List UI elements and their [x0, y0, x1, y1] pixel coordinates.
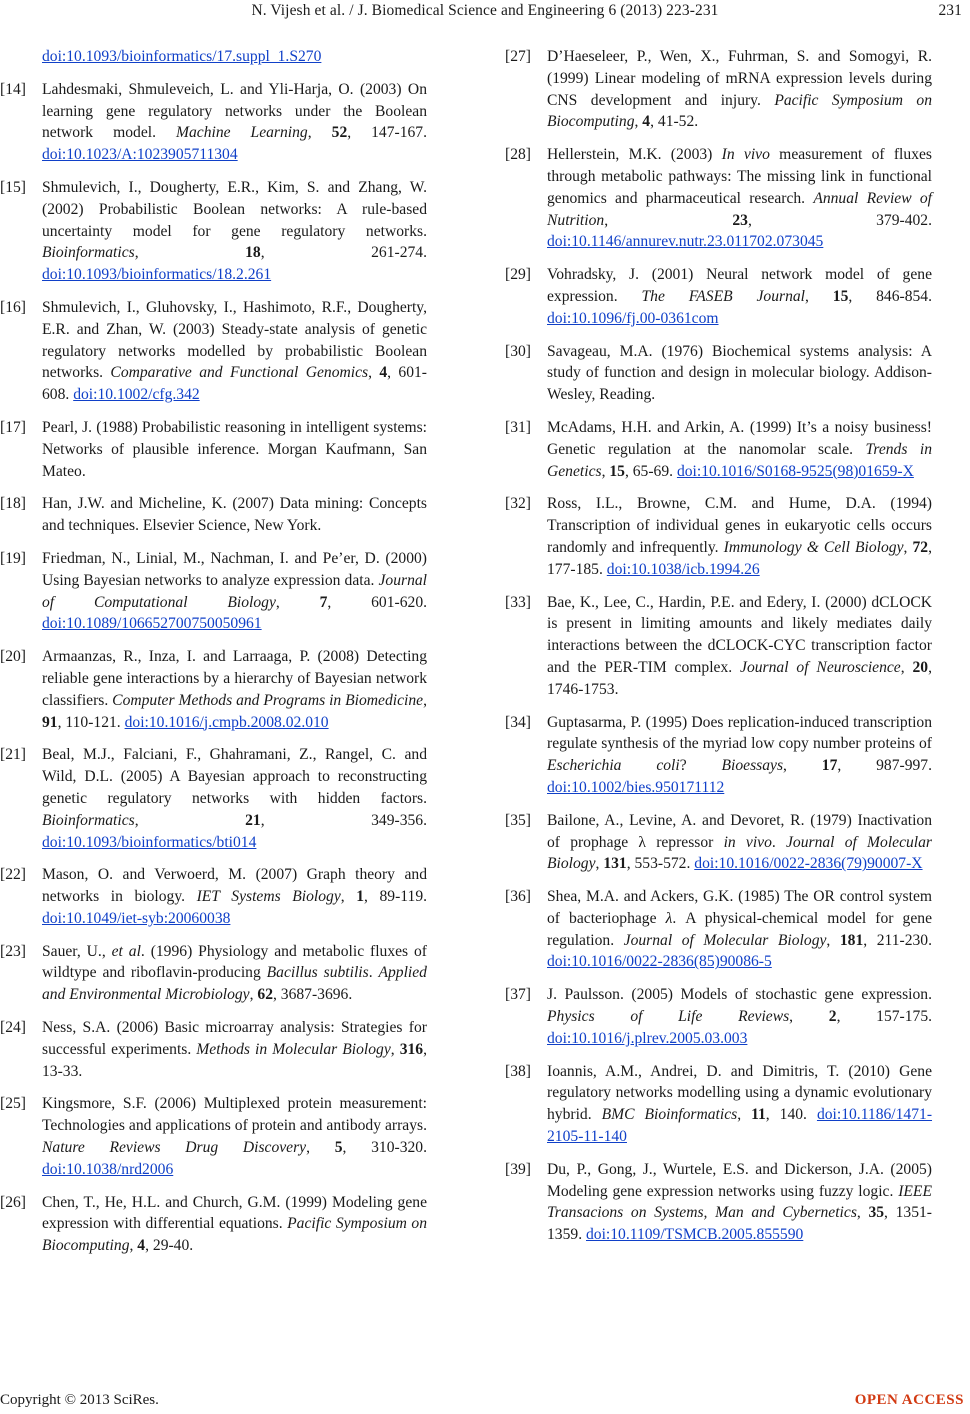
- reference-text: Friedman, N., Linial, M., Nachman, I. and Pe’er, D. (2000) Using Bayesian networks to analyze expression data. Journal of Computational Biology, 7, 601-620. doi:10.1089/106652700750050961: [42, 549, 428, 633]
- reference-text: McAdams, H.H. and Arkin, A. (1999) It’s a noisy business! Genetic regulation at the nanomolar scale. Trends in Genetics, 15, 65-69. doi:10.1016/S0168-9525(98)01659-X: [547, 418, 932, 480]
- journal-name: Methods in Molecular Biology: [196, 1040, 391, 1058]
- reference-item: [505, 46, 932, 133]
- reference-number: [33]: [505, 593, 531, 611]
- volume-number: 316: [399, 1040, 424, 1058]
- reference-number: [21]: [0, 746, 26, 764]
- reference-number: [32]: [505, 495, 531, 513]
- doi-link[interactable]: doi:10.1093/bioinformatics/18.2.261: [42, 266, 272, 284]
- reference-number: [24]: [0, 1019, 26, 1037]
- reference-number: [29]: [505, 266, 531, 284]
- volume-number: 4: [642, 113, 651, 131]
- reference-item: [0, 864, 427, 929]
- reference-item: [0, 1017, 427, 1082]
- doi-link[interactable]: doi:10.1096/fj.00-0361com: [547, 309, 719, 327]
- volume-number: 15: [609, 462, 625, 480]
- volume-number: 1: [356, 888, 365, 906]
- reference-text: Shea, M.A. and Ackers, G.K. (1985) The OR control system of bacteriophage λ. A physical-chemical model for gene regulation. Journal of Molecular Biology, 181, 211-230. doi:10.1016/0022-2836(85)90086-5: [547, 888, 933, 971]
- reference-item: [505, 264, 932, 329]
- volume-number: 15: [832, 287, 849, 305]
- doi-link[interactable]: doi:10.1038/nrd2006: [42, 1160, 174, 1178]
- reference-item: [0, 493, 427, 537]
- doi-link[interactable]: doi:10.1049/iet-syb:20060038: [42, 909, 231, 927]
- reference-number: [30]: [505, 342, 531, 360]
- reference-list-right: [505, 46, 932, 1246]
- reference-continuation: [0, 46, 427, 68]
- right-column: [505, 46, 932, 1257]
- reference-number: [37]: [505, 986, 531, 1004]
- reference-item: [505, 493, 932, 580]
- volume-number: 7: [319, 593, 328, 611]
- doi-link[interactable]: doi:10.1016/j.plrev.2005.03.003: [547, 1029, 748, 1047]
- doi-link[interactable]: doi:10.1023/A:1023905711304: [42, 146, 238, 164]
- reference-item: [0, 1093, 427, 1180]
- reference-item: [505, 341, 932, 406]
- reference-item: [505, 417, 932, 482]
- journal-name: Pacific Symposium on Biocomputing: [547, 91, 932, 131]
- journal-name: Trends in Genetics: [547, 440, 932, 480]
- journal-name: IET Systems Biology: [196, 888, 341, 906]
- reference-item: [0, 177, 427, 286]
- reference-number: [26]: [0, 1193, 26, 1211]
- journal-name: Immunology & Cell Biology: [723, 538, 904, 556]
- left-column: [0, 46, 427, 1268]
- reference-text: Du, P., Gong, J., Wurtele, E.S. and Dickerson, J.A. (2005) Modeling gene expression networks using fuzzy logic. IEEE Transacions on Systems, Man and Cybernetics, 35, 1351-1359. doi:10.1109/TSMCB.2005.855590: [547, 1160, 932, 1244]
- reference-item: [505, 984, 932, 1049]
- reference-italic: et al: [111, 942, 141, 960]
- reference-text: Kingsmore, S.F. (2006) Multiplexed protein measurement: Technologies and applications of protein and antibody arrays. Nature Reviews Drug Discovery, 5, 310-320. doi:10.1038/nrd2006: [42, 1095, 427, 1178]
- reference-number: [25]: [0, 1095, 26, 1113]
- reference-text: Vohradsky, J. (2001) Neural network model of gene expression. The FASEB Journal, 15, 846-854. doi:10.1096/fj.00-0361com: [547, 266, 932, 327]
- doi-link[interactable]: doi:10.1186/1471-2105-11-140: [547, 1106, 933, 1146]
- running-head-text: N. Vijesh et al. / J. Biomedical Science and Engineering 6 (2013) 223-231: [251, 2, 719, 19]
- reference-number: [28]: [505, 146, 531, 164]
- reference-list-left: [0, 79, 427, 1257]
- volume-number: 35: [868, 1204, 885, 1222]
- reference-item: [0, 79, 427, 166]
- volume-number: 72: [912, 538, 929, 556]
- reference-number: [27]: [505, 48, 531, 65]
- journal-name: Bioinformatics: [42, 811, 135, 829]
- reference-italic: In vivo: [721, 146, 770, 164]
- volume-number: 21: [245, 811, 261, 829]
- reference-text: Ross, I.L., Browne, C.M. and Hume, D.A. (1994) Transcription of individual genes in eukaryotic cells occurs randomly and infrequently. Immunology & Cell Biology, 72, 177-185. doi:10.1038/icb.1994.26: [547, 495, 932, 578]
- reference-text: J. Paulsson. (2005) Models of stochastic gene expression. Physics of Life Reviews, 2, 157-175. doi:10.1016/j.plrev.2005.03.003: [547, 986, 933, 1047]
- reference-number: [35]: [505, 811, 531, 829]
- journal-name: BMC Bioinformatics: [601, 1106, 738, 1124]
- volume-number: 18: [245, 244, 261, 262]
- reference-item: [505, 144, 932, 253]
- reference-item: [505, 1159, 932, 1246]
- journal-name: Journal of Neuroscience: [740, 658, 901, 676]
- reference-number: [15]: [0, 178, 26, 196]
- doi-link[interactable]: doi:10.1002/cfg.342: [73, 386, 200, 404]
- reference-number: [38]: [505, 1062, 531, 1080]
- reference-item: [505, 810, 932, 875]
- volume-number: 131: [603, 855, 627, 873]
- journal-name: Physics of Life Reviews: [547, 1008, 790, 1026]
- reference-number: [34]: [505, 713, 531, 731]
- journal-name: Journal of Molecular Biology: [547, 833, 932, 873]
- copyright-notice: Copyright © 2013 SciRes.: [0, 1392, 159, 1408]
- reference-item: [505, 592, 932, 701]
- reference-text: Beal, M.J., Falciani, F., Ghahramani, Z., Rangel, C. and Wild, D.L. (2005) A Bayesian approach to reconstructing genetic regulatory networks with hidden factors. Bioinformatics, 21, 349-356. doi:10.1093/bioinformatics/bti014: [42, 746, 428, 851]
- doi-link[interactable]: doi:10.1002/bies.950171112: [547, 778, 725, 796]
- doi-link[interactable]: doi:10.1093/bioinformatics/bti014: [42, 833, 257, 851]
- doi-link[interactable]: doi:10.1016/0022-2836(79)90007-X: [694, 855, 923, 873]
- journal-name: The FASEB Journal: [641, 287, 805, 305]
- reference-number: [20]: [0, 648, 26, 666]
- doi-link[interactable]: doi:10.1016/0022-2836(85)90086-5: [547, 953, 772, 971]
- reference-item: [0, 1192, 427, 1257]
- volume-number: 62: [257, 986, 273, 1004]
- journal-name: Nature Reviews Drug Discovery: [42, 1139, 307, 1157]
- reference-item: [505, 712, 932, 799]
- reference-number: [19]: [0, 549, 26, 567]
- journal-name: Journal of Molecular Biology: [623, 931, 827, 949]
- open-access-label: OPEN ACCESS: [854, 1392, 964, 1408]
- reference-text: Pearl, J. (1988) Probabilistic reasoning in intelligent systems: Networks of plausible inference. Morgan Kaufmann, San Mateo.: [42, 418, 427, 480]
- journal-name: Pacific Symposium on Biocomputing: [42, 1215, 427, 1255]
- journal-name: Applied and Environmental Microbiology: [42, 964, 427, 1004]
- journal-name: Comparative and Functional Genomics: [110, 364, 369, 382]
- reference-item: [0, 941, 427, 1006]
- doi-link[interactable]: doi:10.1089/106652700750050961: [42, 615, 262, 633]
- reference-text: D’Haeseleer, P., Wen, X., Fuhrman, S. and Somogyi, R. (1999) Linear modeling of mRNA expression levels during CNS development and injury. Pacific Symposium on Biocomputing, 4, 41-52.: [547, 48, 932, 131]
- volume-number: 17: [821, 757, 838, 775]
- volume-number: 52: [331, 124, 348, 142]
- running-header: [0, 2, 970, 20]
- doi-link[interactable]: doi:10.1109/TSMCB.2005.855590: [585, 1226, 804, 1244]
- reference-italic: in vivo: [723, 833, 772, 851]
- reference-text: Bailone, A., Levine, A. and Devoret, R. (1979) Inactivation of prophage λ repressor in vivo. Journal of Molecular Biology, 131, 553-572. doi:10.1016/0022-2836(79)90007-X: [547, 811, 932, 873]
- reference-text: Armaanzas, R., Inza, I. and Larraaga, P. (2008) Detecting reliable gene interactions by a hierarchy of Bayesian network classifiers. Computer Methods and Programs in Biomedicine, 91, 110-121. doi:10.1016/j.cmpb.2008.02.010: [42, 648, 427, 731]
- volume-number: 91: [42, 713, 58, 731]
- volume-number: 181: [839, 931, 864, 949]
- doi-link[interactable]: doi:10.1016/j.cmpb.2008.02.010: [124, 713, 329, 731]
- reference-number: [36]: [505, 888, 531, 906]
- species-name: Bacillus subtilis: [266, 964, 369, 982]
- reference-number: [14]: [0, 80, 26, 98]
- doi-link[interactable]: doi:10.1093/bioinformatics/17.suppl_1.S270: [42, 48, 322, 65]
- reference-text: Guptasarma, P. (1995) Does replication-induced transcription regulate synthesis of the myriad low copy number proteins of Escherichia coli? Bioessays, 17, 987-997. doi:10.1002/bies.950171112: [547, 713, 933, 796]
- reference-text: Sauer, U., et al. (1996) Physiology and metabolic fluxes of wildtype and riboflavin-producing Bacillus subtilis. Applied and Environmental Microbiology, 62, 3687-3696.: [42, 942, 427, 1004]
- volume-number: 23: [732, 211, 748, 229]
- volume-number: 5: [334, 1139, 343, 1157]
- reference-number: [39]: [505, 1160, 531, 1178]
- volume-number: 11: [751, 1106, 766, 1124]
- reference-number: [23]: [0, 942, 26, 960]
- reference-text: Lahdesmaki, Shmuleveich, L. and Yli-Harja, O. (2003) On learning gene regulatory networks under the Boolean network model. Machine Learning, 52, 147-167. doi:10.1023/A:1023905711304: [42, 80, 428, 164]
- reference-number: [18]: [0, 495, 26, 513]
- doi-link[interactable]: doi:10.1038/icb.1994.26: [606, 560, 760, 578]
- doi-link[interactable]: doi:10.1016/S0168-9525(98)01659-X: [676, 462, 914, 480]
- reference-text: Mason, O. and Verwoerd, M. (2007) Graph theory and networks in biology. IET Systems Biology, 1, 89-119. doi:10.1049/iet-syb:20060038: [42, 866, 428, 927]
- reference-item: [505, 886, 932, 973]
- reference-text: Savageau, M.A. (1976) Biochemical systems analysis: A study of function and design in molecular biology. Addison-Wesley, Reading.: [547, 342, 932, 404]
- journal-name: Journal of Computational Biology: [42, 571, 427, 611]
- volume-number: 4: [379, 364, 388, 382]
- reference-item: [0, 297, 427, 406]
- reference-text: Ness, S.A. (2006) Basic microarray analysis: Strategies for successful experiments. Methods in Molecular Biology, 316, 13-33.: [42, 1019, 427, 1080]
- journal-name: Computer Methods and Programs in Biomedicine: [112, 691, 424, 709]
- reference-item: [0, 744, 427, 853]
- reference-number: [22]: [0, 866, 26, 884]
- volume-number: 20: [912, 658, 929, 676]
- volume-number: 2: [828, 1008, 837, 1026]
- reference-italic: λ: [665, 909, 673, 927]
- reference-text: Hellerstein, M.K. (2003) In vivo measurement of fluxes through metabolic pathways: The missing link in functional genomics and pharmaceutical research. Annual Review of Nutrition, 23, 379-402. doi:10.1146/annurev.nutr.23.011702.073045: [547, 146, 933, 251]
- page-number: 231: [938, 2, 962, 19]
- reference-item: [0, 548, 427, 635]
- reference-item: [505, 1061, 932, 1148]
- reference-item: [0, 417, 427, 482]
- reference-text: Chen, T., He, H.L. and Church, G.M. (1999) Modeling gene expression with differential equations. Pacific Symposium on Biocomputing, 4, 29-40.: [42, 1193, 427, 1255]
- journal-name: Machine Learning: [175, 124, 308, 142]
- reference-number: [17]: [0, 418, 26, 436]
- reference-item: [0, 646, 427, 733]
- journal-name: Annual Review of Nutrition: [547, 189, 932, 229]
- journal-name: Bioessays: [721, 757, 784, 775]
- journal-name: Bioinformatics: [42, 244, 135, 262]
- journal-name: IEEE Transacions on Systems, Man and Cybernetics: [547, 1182, 932, 1222]
- reference-text: Shmulevich, I., Dougherty, E.R., Kim, S. and Zhang, W. (2002) Probabilistic Boolean networks: A rule-based uncertainty model for gene regulatory networks. Bioinformatics, 18, 261-274. doi:10.1093/bioinformatics/18.2.261: [42, 178, 428, 284]
- reference-italic: Escherichia coli: [547, 757, 680, 775]
- reference-text: Han, J.W. and Micheline, K. (2007) Data mining: Concepts and techniques. Elsevier Science, New York.: [42, 495, 427, 535]
- reference-text: Ioannis, A.M., Andrei, D. and Dimitris, T. (2010) Gene regulatory networks modelling using a dynamic evolutionary hybrid. BMC Bioinformatics, 11, 140. doi:10.1186/1471-2105-11-140: [547, 1062, 933, 1146]
- doi-link[interactable]: doi:10.1146/annurev.nutr.23.011702.073045: [547, 233, 824, 251]
- reference-text: Shmulevich, I., Gluhovsky, I., Hashimoto, R.F., Dougherty, E.R. and Zhan, W. (2003) Steady-state analysis of genetic regulatory networks modelled by probabilistic Boolean networks. Comparative and Functional Genomics, 4, 601-608. doi:10.1002/cfg.342: [42, 298, 427, 404]
- volume-number: 4: [137, 1237, 146, 1255]
- reference-number: [16]: [0, 298, 26, 316]
- reference-text: Bae, K., Lee, C., Hardin, P.E. and Edery, I. (2000) dCLOCK is present in limiting amounts and likely mediates daily interactions between the dCLOCK-CYC transcription factor and the PER-TIM complex. Journal of Neuroscience, 20, 1746-1753.: [547, 593, 932, 698]
- reference-number: [31]: [505, 418, 531, 436]
